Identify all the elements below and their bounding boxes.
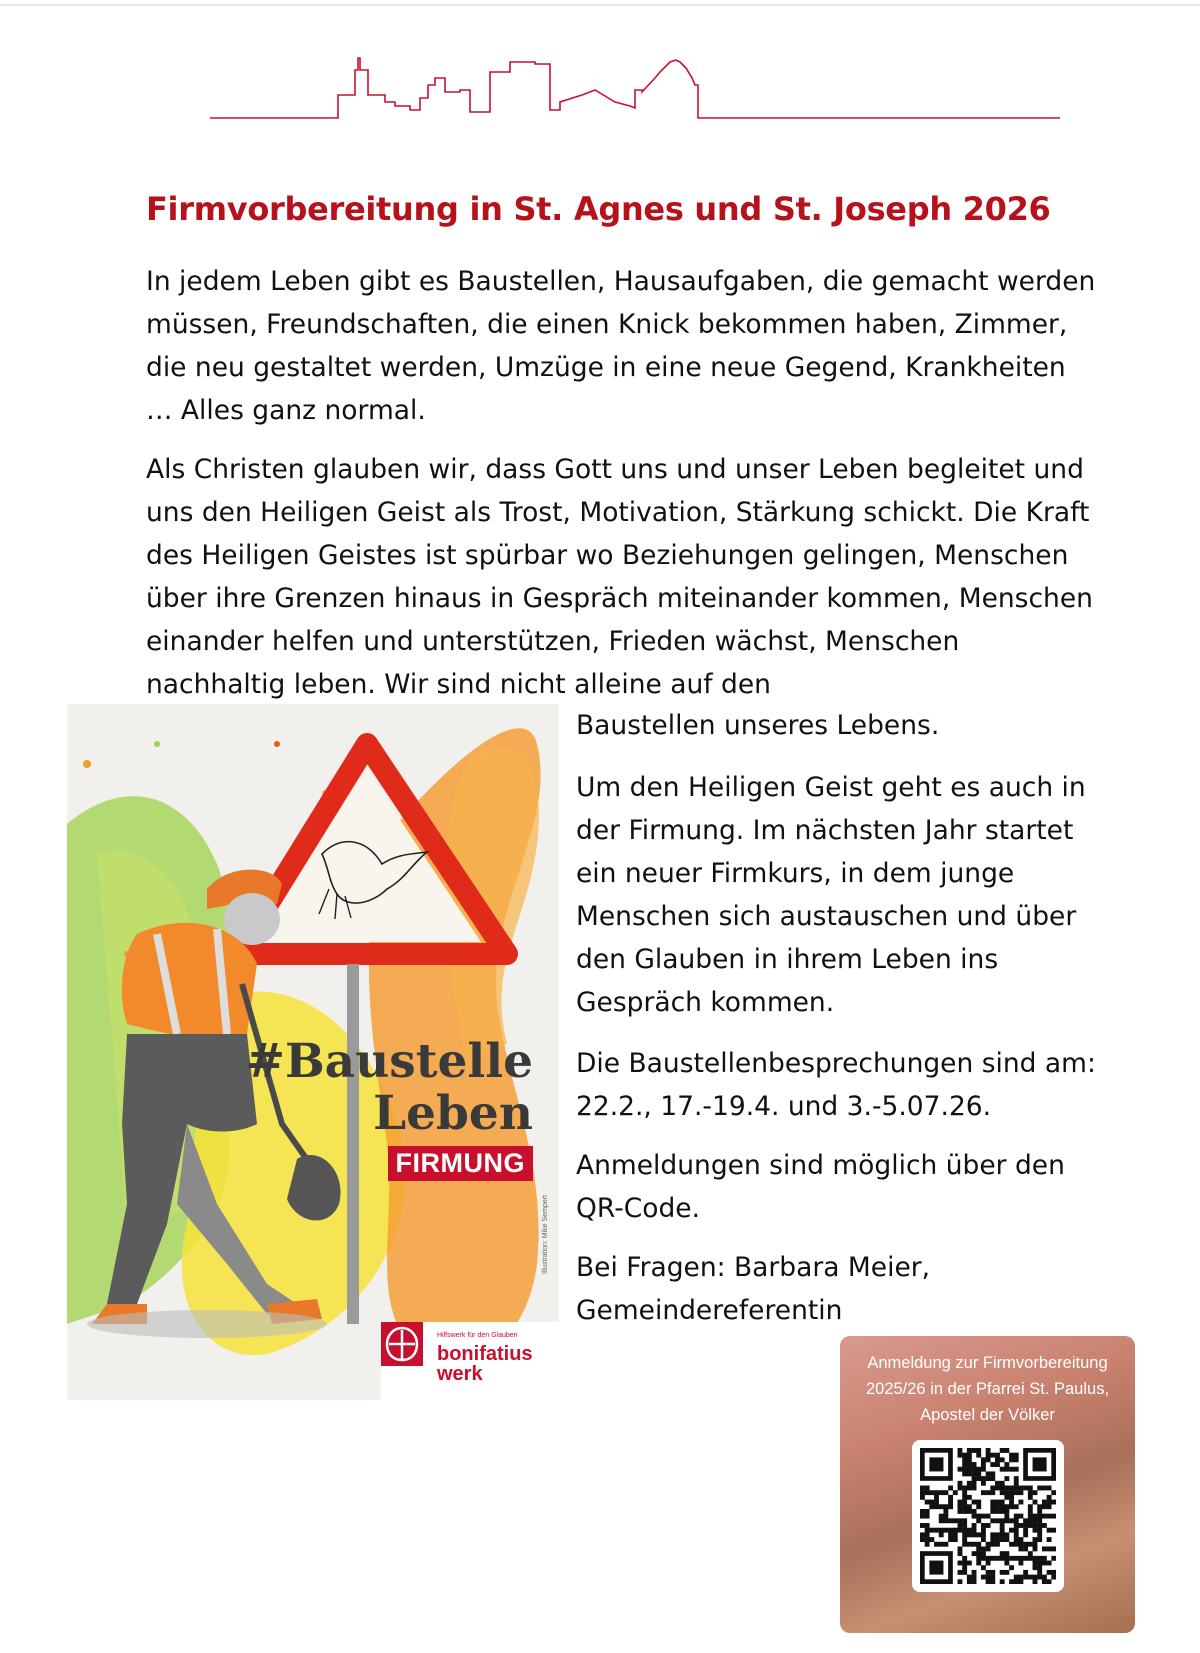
poster-credit: Illustration: Mike Sempert <box>542 1195 549 1274</box>
logo-line-2: werk <box>437 1363 483 1385</box>
intro-paragraph: In jedem Leben gibt es Baustellen, Hausaufgaben, die gemacht werden müssen, Freundschaften, die einen Knick bekommen haben, Zimmer, die neu gestaltet werden, Umzüge in eine neue Gegend, Krankheiten … Alles ganz normal. <box>146 266 1096 426</box>
registration-qr-card[interactable] <box>840 1336 1135 1633</box>
firmung-paragraph: Um den Heiligen Geist geht es auch in der Firmung. Im nächsten Jahr startet ein neuer Firmkurs, in dem junge Menschen sich austauschen und über den Glauben in ihrem Leben ins Gespräch kommen. <box>576 772 1086 1018</box>
meetings-paragraph: Die Baustellenbesprechungen sind am: 22.2., 17.-19.4. und 3.-5.07.26. <box>576 1048 1096 1122</box>
qr-card-title: Anmeldung zur Firmvorbereitung 2025/26 in der Pfarrei St. Paulus, Apostel der Völker <box>865 1354 1110 1424</box>
bonifatiuswerk-logo <box>381 1322 559 1400</box>
qr-code-icon[interactable] <box>920 1448 1056 1584</box>
firmung-badge: FIRMUNG <box>388 1146 533 1181</box>
faith-paragraph: Als Christen glauben wir, dass Gott uns und unser Leben begleitet und uns den Heiligen Geist als Trost, Motivation, Stärkung schickt. Die Kraft des Heiligen Geistes ist spürbar wo Beziehungen gelingen, Menschen über ihre Grenzen hinaus in Gespräch miteinander kommen, Menschen einander helfen und unterstützen, Frieden wächst, Menschen nachhaltig leben. Wir sind nicht alleine auf den <box>146 454 1093 700</box>
top-divider <box>0 4 1200 6</box>
registration-paragraph: Anmeldungen sind möglich über den QR-Code. <box>576 1150 1065 1224</box>
logo-tagline: Hilfswerk für den Glauben <box>437 1332 518 1339</box>
faith-paragraph-end: Baustellen unseres Lebens. <box>576 710 940 741</box>
page-title: Firmvorbereitung in St. Agnes und St. Joseph 2026 <box>146 190 1051 228</box>
hashtag-line-2: Leben <box>373 1086 533 1141</box>
logo-line-1: bonifatius <box>437 1343 533 1365</box>
hashtag-line-1: #Baustelle <box>245 1034 533 1089</box>
poster-hashtag <box>246 1036 533 1140</box>
bonifatiuswerk-logo-icon <box>381 1322 423 1366</box>
city-skyline-icon <box>210 50 1060 125</box>
contact-paragraph: Bei Fragen: Barbara Meier, Gemeindereferentin <box>576 1252 931 1326</box>
firmung-poster <box>67 704 559 1400</box>
logo-wordmark <box>437 1344 533 1384</box>
qr-code-frame[interactable] <box>912 1440 1064 1592</box>
